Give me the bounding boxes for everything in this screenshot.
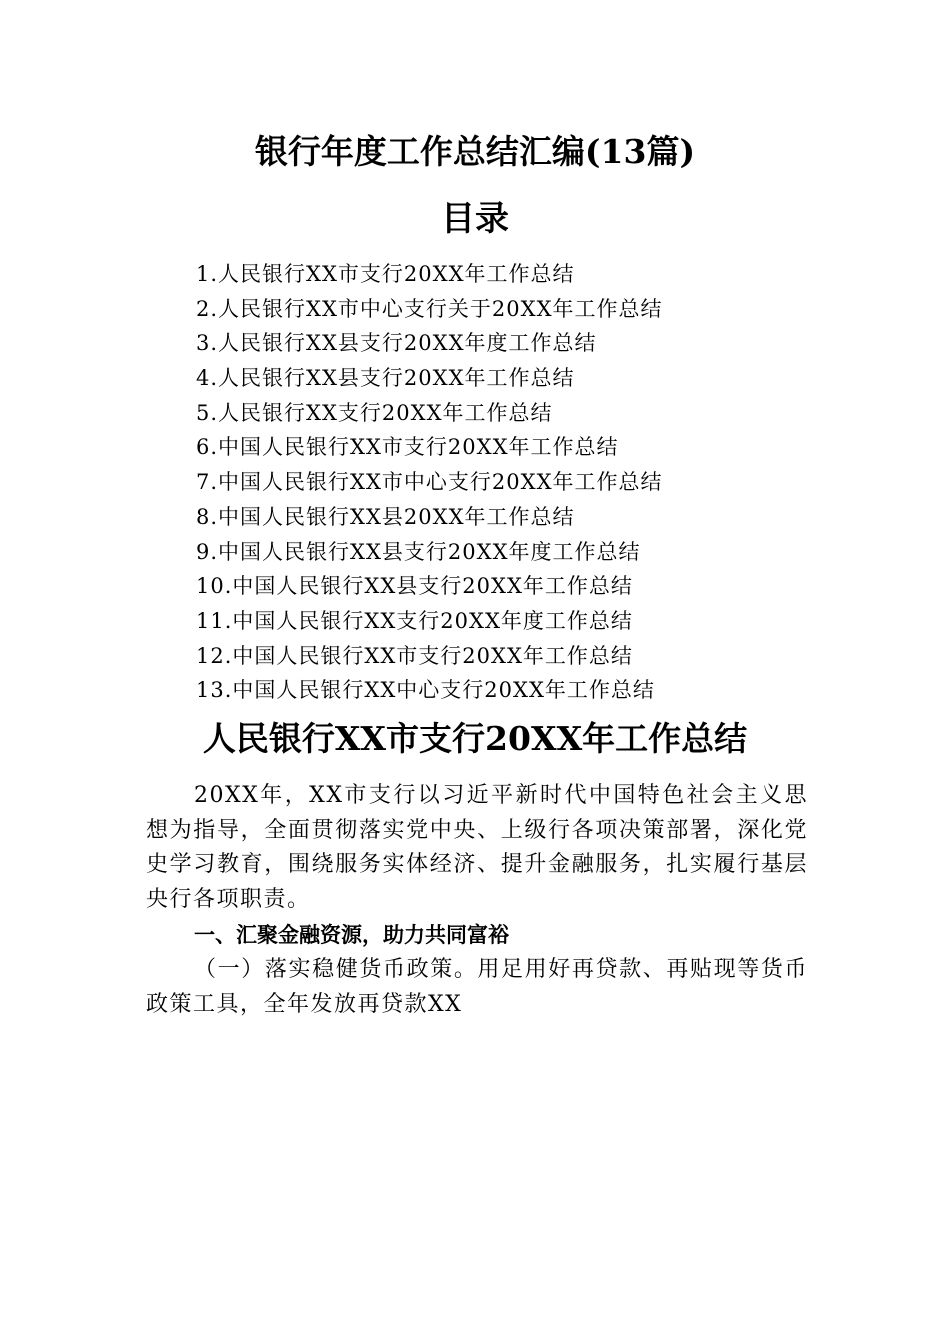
toc-item: 7.中国人民银行XX市中心支行20XX年工作总结 <box>196 470 663 495</box>
subheading: 一、汇聚金融资源，助力共同富裕 <box>194 923 509 947</box>
toc-item: 1.人民银行XX市支行20XX年工作总结 <box>196 262 575 286</box>
toc-heading: 目录 <box>441 199 509 239</box>
toc-item: 12.中国人民银行XX市支行20XX年工作总结 <box>196 643 633 668</box>
body-paragraph: （一）落实稳健货币政策。用足用好再贷款、再贴现等货币政策工具，全年发放再贷款XX <box>146 957 808 1017</box>
toc-item: 2.人民银行XX市中心支行关于20XX年工作总结 <box>196 296 663 321</box>
toc-item: 11.中国人民银行XX支行20XX年度工作总结 <box>196 608 633 633</box>
toc-item: 5.人民银行XX支行20XX年工作总结 <box>196 400 553 425</box>
toc-item: 3.人民银行XX县支行20XX年度工作总结 <box>196 331 597 356</box>
toc-item: 10.中国人民银行XX县支行20XX年工作总结 <box>196 574 633 599</box>
document-title: 银行年度工作总结汇编(13篇) <box>254 132 696 171</box>
toc-item: 8.中国人民银行XX县20XX年工作总结 <box>196 504 575 529</box>
toc-item: 4.人民银行XX县支行20XX年工作总结 <box>196 366 575 391</box>
toc-item: 13.中国人民银行XX中心支行20XX年工作总结 <box>196 678 655 703</box>
toc-item: 9.中国人民银行XX县支行20XX年度工作总结 <box>196 539 641 564</box>
toc-item: 6.中国人民银行XX市支行20XX年工作总结 <box>196 435 619 460</box>
body-paragraph: 20XX年，XX市支行以习近平新时代中国特色社会主义思想为指导，全面贯彻落实党中央、上级行各项决策部署，深化党史学习教育，围绕服务实体经济、提升金融服务，扎实履行基层央行各项职责。 <box>146 783 808 912</box>
section-title: 人民银行XX市支行20XX年工作总结 <box>202 719 748 758</box>
table-of-contents <box>196 257 816 708</box>
